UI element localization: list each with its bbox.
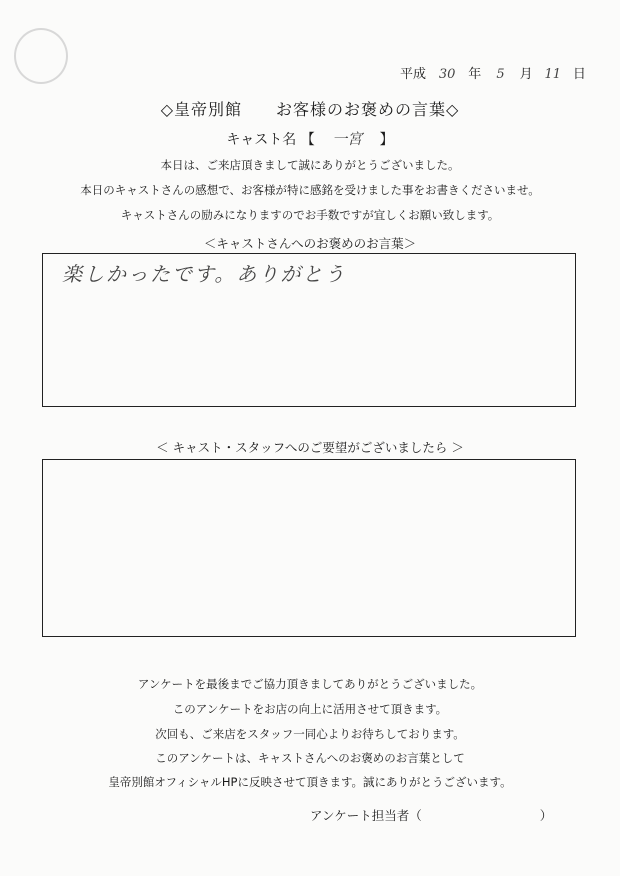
show-through-stamp: [14, 28, 68, 84]
footer-line: このアンケートをお店の向上に活用させて頂きます。: [172, 702, 448, 716]
cast-bracket-open: 【: [300, 132, 315, 148]
requests-textarea[interactable]: [42, 459, 576, 637]
footer-line: アンケートを最後までご協力頂きましてありがとうございました。: [137, 677, 483, 691]
date-day: 11: [544, 67, 562, 82]
staff-row: [310, 806, 552, 824]
date-line: [400, 63, 586, 82]
date-year: 30: [438, 67, 456, 82]
date-era: 平成: [400, 67, 427, 82]
intro-line: キャストさんの励みになりますのでお手数ですが宜しくお願い致します。: [120, 208, 500, 222]
cast-bracket-close: 】: [379, 132, 394, 148]
footer-line: 皇帝別館オフィシャルHPに反映させて頂きます。誠にありがとうございます。: [108, 775, 512, 789]
intro-line: 本日は、ご来店頂きまして誠にありがとうございました。: [160, 158, 460, 172]
praise-comment: 楽しかったです。ありがとう: [62, 262, 347, 286]
cast-name-row: [0, 128, 620, 149]
date-month: 5: [496, 67, 505, 82]
staff-bracket-close: ）: [539, 808, 553, 823]
cast-name-value: 一宮: [332, 130, 363, 148]
date-day-unit: 日: [572, 67, 586, 82]
date-year-unit: 年: [468, 67, 482, 82]
intro-line: 本日のキャストさんの感想で、お客様が特に感銘を受けました事をお書きくださいませ。: [80, 183, 540, 197]
footer-line: 次回も、ご来店をスタッフ一同心よりお待ちしております。: [155, 727, 465, 741]
page-title: ◇皇帝別館 お客様のお褒めの言葉◇: [160, 100, 460, 119]
staff-label: アンケート担当者（: [310, 808, 422, 823]
date-month-unit: 月: [519, 67, 533, 82]
footer-line: このアンケートは、キャストさんへのお褒めのお言葉として: [155, 751, 465, 765]
cast-label: キャスト名: [226, 132, 297, 148]
praise-section-label: ＜キャストさんへのお褒めのお言葉＞: [203, 236, 417, 251]
requests-section-label: ＜ キャスト・スタッフへのご要望がございましたら ＞: [156, 440, 464, 455]
